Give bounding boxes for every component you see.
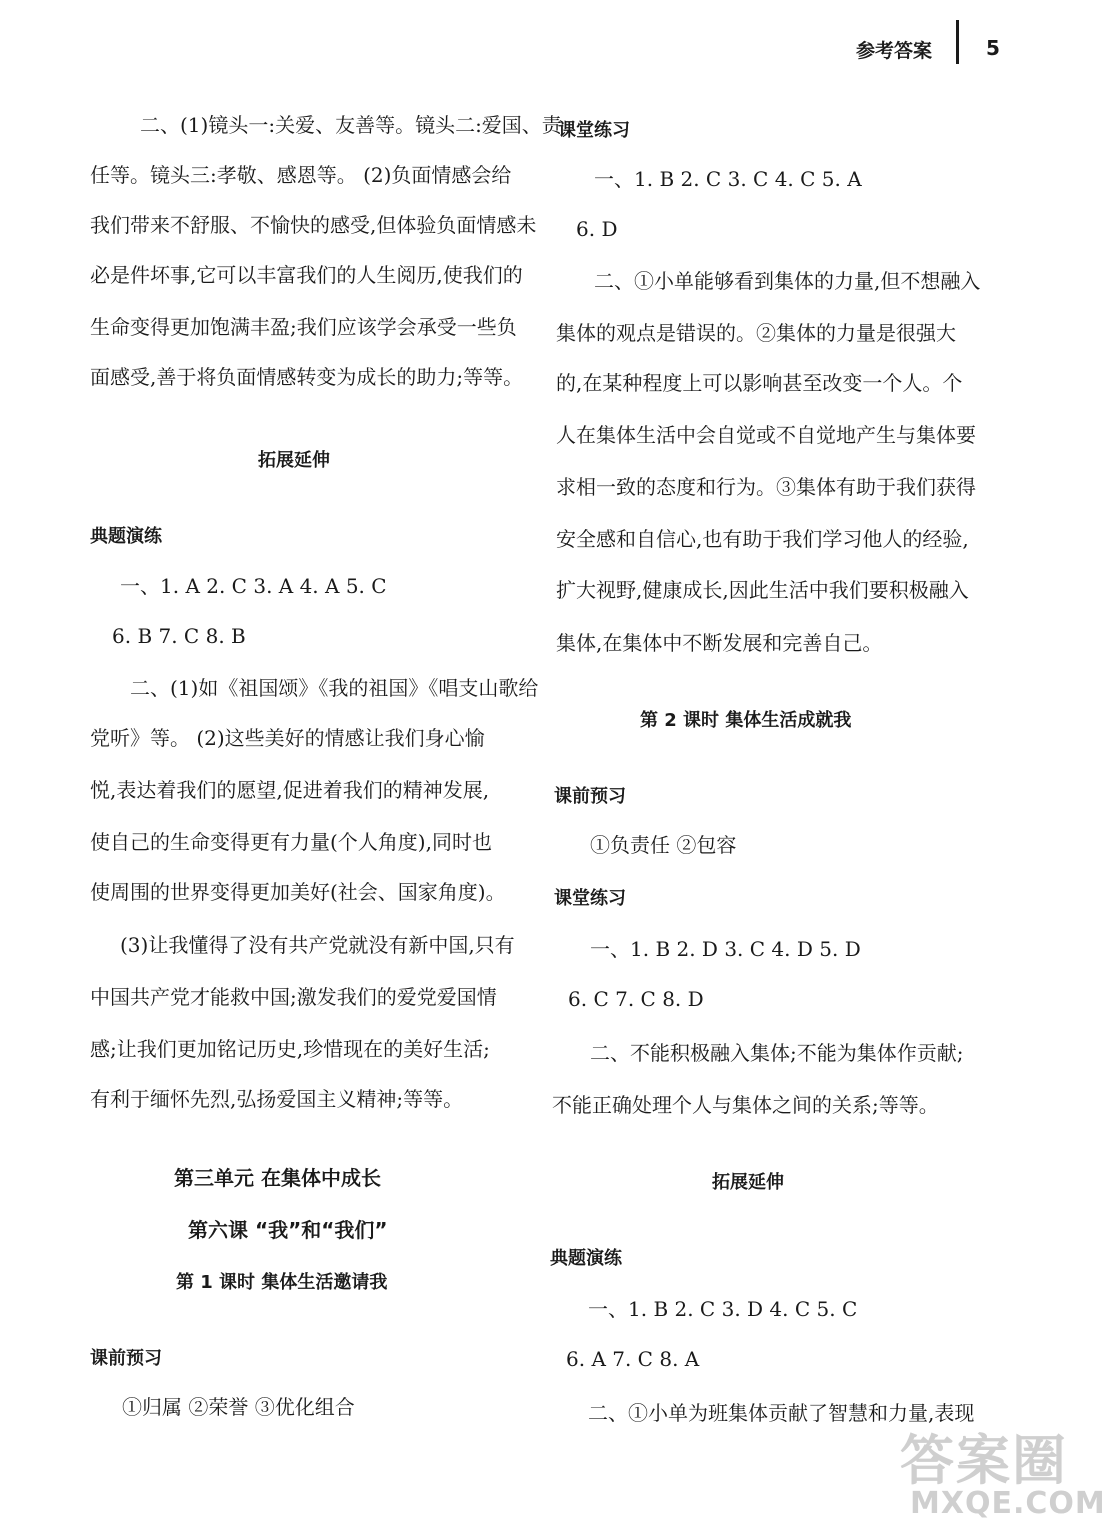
text-line: 必是件坏事,它可以丰富我们的人生阅历,使我们的 [90, 263, 523, 287]
section-heading-typical-exercises: 典题演练 [90, 526, 162, 547]
text-line: 二、(1)镜头一:关爱、友善等。镜头二:爱国、责 [140, 113, 562, 137]
answer-line: 6. C 7. C 8. D [568, 987, 704, 1011]
answer-line: 6. D [576, 217, 618, 241]
running-header-title: 参考答案 [856, 40, 933, 62]
answer-line: 6. B 7. C 8. B [112, 624, 246, 648]
text-line: 面感受,善于将负面情感转变为成长的助力;等等。 [90, 365, 524, 389]
page-number: 5 [986, 36, 1000, 60]
answer-line: 6. A 7. C 8. A [566, 1347, 700, 1371]
period-title: 第 1 课时 集体生活邀请我 [176, 1272, 388, 1293]
text-line: 党听》等。 (2)这些美好的情感让我们身心愉 [90, 726, 485, 750]
text-line: 人在集体生活中会自觉或不自觉地产生与集体要 [556, 423, 976, 447]
text-line: 任等。镜头三:孝敬、感恩等。 (2)负面情感会给 [90, 163, 512, 187]
answer-line: ①归属 ②荣誉 ③优化组合 [122, 1395, 355, 1419]
text-line: 不能正确处理个人与集体之间的关系;等等。 [552, 1093, 939, 1117]
text-line: 使周围的世界变得更加美好(社会、国家角度)。 [90, 880, 506, 904]
section-heading-classroom-practice: 课堂练习 [554, 888, 626, 909]
text-line: 二、①小单为班集体贡献了智慧和力量,表现 [588, 1401, 975, 1425]
answer-line: 一、1. B 2. C 3. C 4. C 5. A [594, 167, 862, 191]
section-heading-preview: 课前预习 [554, 786, 626, 807]
text-line: 感;让我们更加铭记历史,珍惜现在的美好生活; [90, 1037, 490, 1061]
text-line: 二、①小单能够看到集体的力量,但不想融入 [594, 269, 981, 293]
period-title: 第 2 课时 集体生活成就我 [640, 710, 852, 731]
text-line: (3)让我懂得了没有共产党就没有新中国,只有 [120, 933, 515, 957]
text-line: 生命变得更加饱满丰盈;我们应该学会承受一些负 [90, 315, 517, 339]
section-heading-classroom-practice: 课堂练习 [558, 120, 630, 141]
text-line: 集体,在集体中不断发展和完善自己。 [556, 631, 883, 655]
lesson-title: 第六课 “我”和“我们” [188, 1218, 388, 1242]
answer-line: 一、1. B 2. C 3. D 4. C 5. C [588, 1297, 858, 1321]
text-line: 安全感和自信心,也有助于我们学习他人的经验, [556, 527, 969, 551]
answer-line: ①负责任 ②包容 [590, 833, 737, 857]
section-heading-typical-exercises: 典题演练 [550, 1248, 622, 1269]
section-heading-extension: 拓展延伸 [712, 1172, 784, 1193]
answer-line: 一、1. B 2. D 3. C 4. D 5. D [590, 937, 861, 961]
text-line: 二、不能积极融入集体;不能为集体作贡献; [590, 1041, 964, 1065]
text-line: 悦,表达着我们的愿望,促进着我们的精神发展, [90, 778, 490, 802]
text-line: 有利于缅怀先烈,弘扬爱国主义精神;等等。 [90, 1087, 464, 1111]
section-heading-preview: 课前预习 [90, 1348, 162, 1369]
text-line: 集体的观点是错误的。②集体的力量是很强大 [556, 321, 956, 345]
section-heading-extension: 拓展延伸 [258, 450, 330, 471]
header-divider [956, 20, 959, 64]
text-line: 扩大视野,健康成长,因此生活中我们要积极融入 [556, 578, 969, 602]
text-line: 求相一致的态度和行为。③集体有助于我们获得 [556, 475, 976, 499]
text-line: 使自己的生命变得更有力量(个人角度),同时也 [90, 830, 492, 854]
text-line: 二、(1)如《祖国颂》《我的祖国》《唱支山歌给 [130, 676, 539, 700]
answer-line: 一、1. A 2. C 3. A 4. A 5. C [120, 574, 387, 598]
text-line: 的,在某种程度上可以影响甚至改变一个人。个 [556, 371, 963, 395]
watermark-logo: 答案圈 MXQE.COM [900, 1429, 1106, 1521]
text-line: 我们带来不舒服、不愉快的感受,但体验负面情感未 [90, 213, 537, 237]
unit-title: 第三单元 在集体中成长 [174, 1166, 381, 1190]
text-line: 中国共产党才能救中国;激发我们的爱党爱国情 [90, 985, 497, 1009]
